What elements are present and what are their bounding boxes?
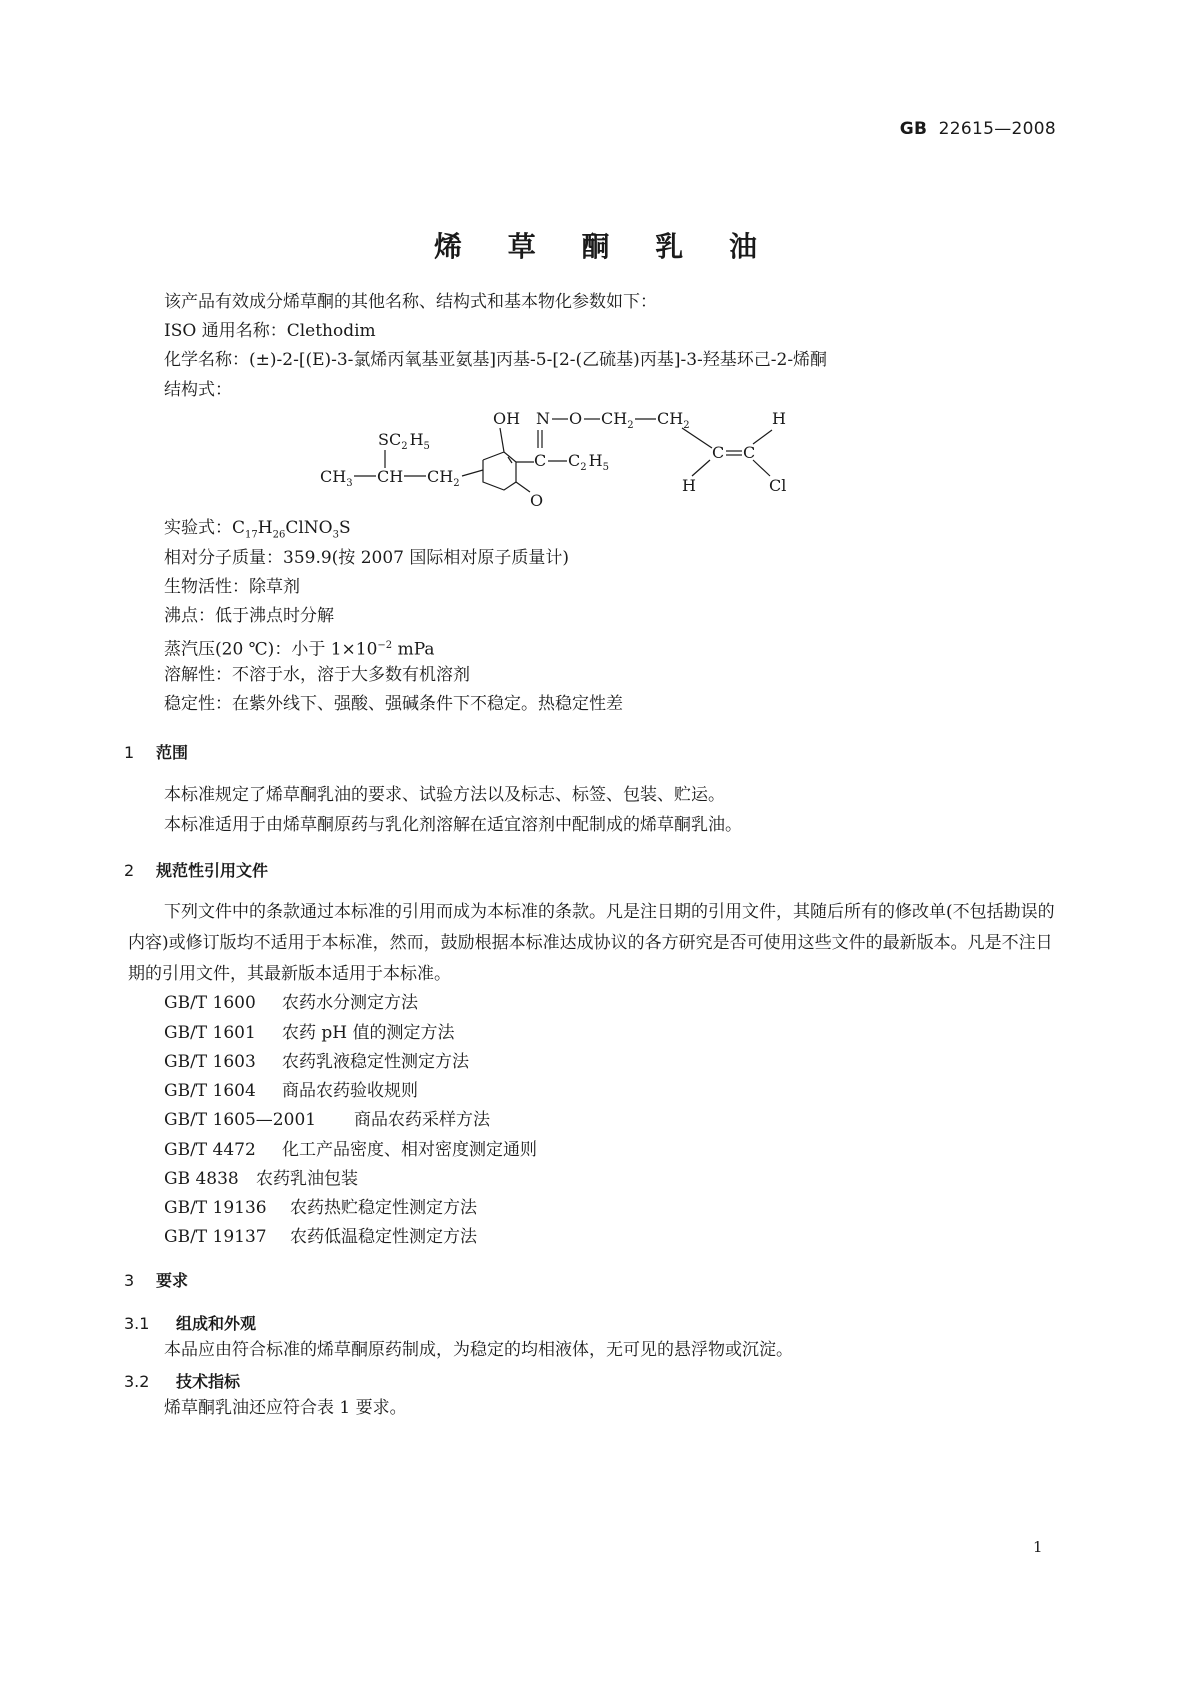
bioactivity: 生物活性：除草剂 (164, 577, 300, 597)
structure-label: 结构式： (164, 380, 232, 400)
cl-atom: Cl (769, 476, 787, 495)
intro-lead: 该产品有效成分烯草酮的其他名称、结构式和基本物化参数如下： (164, 292, 657, 312)
reference-item: GB/T 1601 农药 pH 值的测定方法 (164, 1023, 455, 1043)
bond-ch2-vinyl (682, 428, 712, 448)
keto-o: O (530, 491, 544, 510)
stability: 稳定性：在紫外线下、强酸、强碱条件下不稳定。热稳定性差 (164, 694, 623, 714)
chemical-name: 化学名称：(±)-2-[(E)-3-氯烯丙氧基亚氨基]丙基-5-[2-(乙硫基)丙基]-3-羟基环己-2-烯酮 (164, 350, 828, 370)
section-3-1-text: 本品应由符合标准的烯草酮原药制成，为稳定的均相液体，无可见的悬浮物或沉淀。 (164, 1340, 793, 1360)
h-top: H (772, 409, 786, 428)
reference-item: GB/T 1604 商品农药验收规则 (164, 1081, 418, 1101)
molecular-mass: 相对分子质量：359.9(按 2007 国际相对原子质量计) (164, 548, 570, 568)
section-3-heading: 3 要求 (124, 1271, 189, 1290)
solubility: 溶解性：不溶于水，溶于大多数有机溶剂 (164, 665, 470, 685)
reference-item: GB/T 1605—2001 商品农药采样方法 (164, 1110, 490, 1130)
c2h5-group: $C_2$ $H_5$ (568, 451, 609, 473)
reference-item: GB/T 1603 农药乳液稳定性测定方法 (164, 1052, 469, 1072)
standard-code: 22615—2008 (938, 119, 1056, 139)
ch2-c: $CH_2$ (427, 467, 460, 489)
section-1-p1: 本标准规定了烯草酮乳油的要求、试验方法以及标志、标签、包装、贮运。 (164, 785, 725, 805)
page-number: 1 (1033, 1538, 1043, 1556)
bond-c-h-bottom (692, 460, 710, 476)
bond-oh (500, 428, 504, 452)
reference-item: GB/T 1600 农药水分测定方法 (164, 993, 418, 1013)
reference-item: GB 4838 农药乳油包装 (164, 1169, 358, 1189)
bond-c-cl (753, 460, 770, 476)
oh-group: OH (493, 409, 521, 428)
document-title: 烯 草 酮 乳 油 (434, 230, 775, 263)
reference-item: GB/T 19136 农药热贮稳定性测定方法 (164, 1198, 477, 1218)
section-3-2-heading: 3.2 技术指标 (124, 1372, 241, 1391)
section-1-heading: 1 范围 (124, 743, 189, 762)
boiling-point: 沸点：低于沸点时分解 (164, 606, 334, 626)
c-mid: C (534, 451, 547, 470)
bond-c-h (753, 430, 772, 444)
section-2-paragraph: 下列文件中的条款通过本标准的引用而成为本标准的条款。凡是注日期的引用文件，其随后所有的修改单(不包括勘误的内容)或修订版均不适用于本标准，然而，鼓励根据本标准达成协议的各方研究是否可使用这些文件的最新版本。凡是不注日期的引用文件，其最新版本适用于本标准。 (128, 902, 1055, 984)
bond-keto (516, 482, 530, 492)
empirical-formula: 实验式：$C_{17}H_{26}ClNO_3S$ (164, 518, 351, 541)
standard-prefix: GB (899, 119, 928, 139)
o-link: O (569, 409, 583, 428)
section-3-2-text: 烯草酮乳油还应符合表 1 要求。 (164, 1398, 407, 1418)
n-atom: N (536, 409, 550, 428)
section-3-1-heading: 3.1 组成和外观 (124, 1314, 257, 1333)
ch3-group: $CH_3$ (320, 467, 353, 489)
iso-name: ISO 通用名称：Clethodim (164, 321, 376, 341)
h-bottom: H (682, 476, 696, 495)
vapor-pressure: 蒸汽压(20 ℃)：小于 $1\times 10^{-2}$ mPa (164, 639, 435, 660)
structural-formula (320, 409, 860, 530)
ch-group: CH (377, 467, 404, 486)
section-2-heading: 2 规范性引用文件 (124, 861, 269, 880)
standard-number (0, 119, 1056, 139)
sc2h5-group: $SC_2$ $H_5$ (378, 430, 430, 452)
reference-item: GB/T 4472 化工产品密度、相对密度测定通则 (164, 1140, 537, 1160)
ring (483, 452, 516, 490)
vinyl-c1: C (712, 443, 725, 462)
section-1-p2: 本标准适用于由烯草酮原药与乳化剂溶解在适宜溶剂中配制成的烯草酮乳油。 (164, 815, 742, 835)
ch2-a: $CH_2$ (601, 409, 634, 431)
bond-ch2-ring (462, 470, 483, 476)
vinyl-c2: C (743, 443, 756, 462)
ch2-b: $CH_2$ (657, 409, 690, 431)
reference-item: GB/T 19137 农药低温稳定性测定方法 (164, 1227, 477, 1247)
